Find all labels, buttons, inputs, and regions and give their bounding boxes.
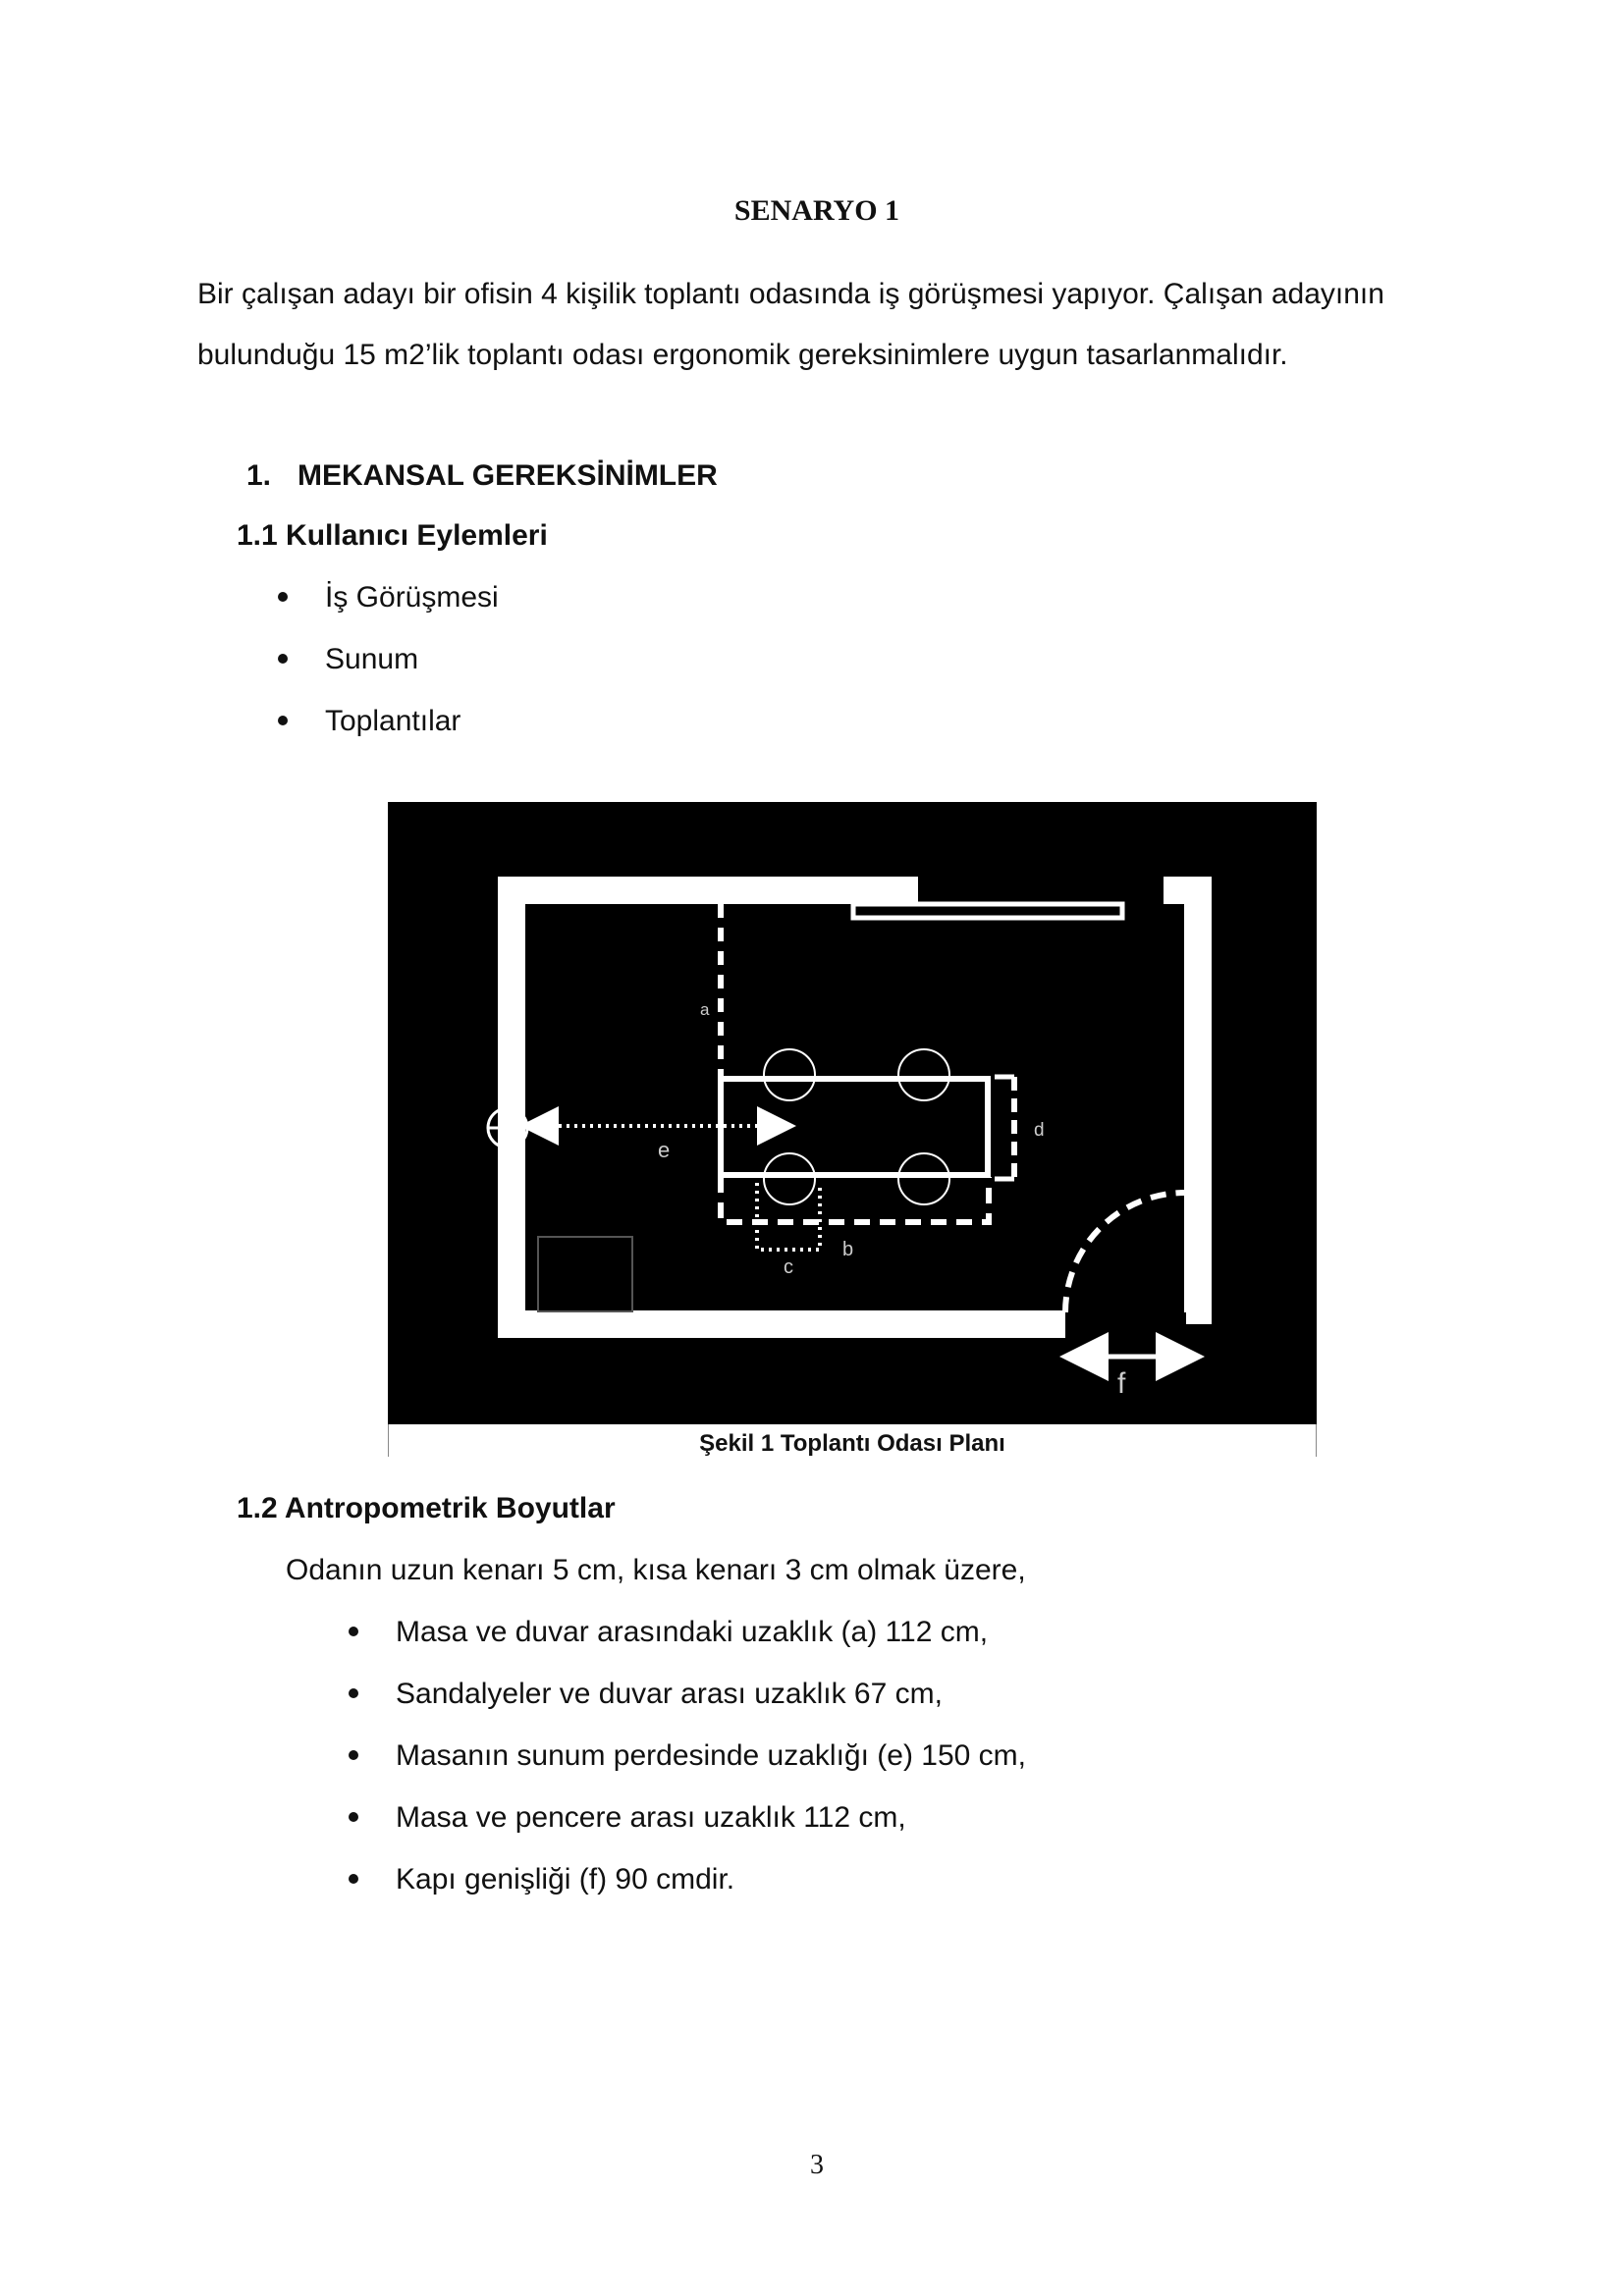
bullet-icon	[349, 1812, 358, 1822]
chair	[764, 1153, 815, 1204]
list-item	[396, 1616, 988, 1649]
bullet-icon	[278, 654, 288, 664]
floor-plan-drawing	[388, 802, 1317, 1424]
label-b: b	[842, 1239, 854, 1260]
chair	[898, 1153, 949, 1204]
label-d: d	[1034, 1120, 1045, 1141]
list-item-text: Toplantılar	[325, 705, 461, 737]
section-number: 1.	[246, 459, 272, 492]
list-item	[325, 705, 460, 738]
door-swing-arc	[1065, 1193, 1185, 1312]
section-heading	[246, 459, 718, 493]
list-item-text: Masa ve duvar arasındaki uzaklık (a) 112 cm,	[396, 1616, 989, 1648]
page-title: SENARYO 1	[733, 194, 900, 227]
bullet-icon	[349, 1627, 358, 1636]
list-item	[325, 581, 499, 614]
subsection-heading-1-1: 1.1 Kullanıcı Eylemleri	[237, 519, 548, 552]
list-item-text: Masa ve pencere arası uzaklık 112 cm,	[396, 1801, 906, 1834]
subsection-intro: Odanın uzun kenarı 5 cm, kısa kenarı 3 cm olmak üzere,	[286, 1554, 1026, 1586]
bullet-icon	[278, 716, 288, 725]
floor-plan-figure	[388, 802, 1317, 1424]
label-a: a	[700, 1000, 710, 1019]
figure-caption: Şekil 1 Toplantı Odası Planı	[699, 1430, 1005, 1457]
cabinet	[538, 1237, 632, 1311]
list-item-text: İş Görüşmesi	[325, 581, 499, 614]
page-number: 3	[810, 2150, 824, 2180]
list-item	[396, 1678, 943, 1711]
chair	[764, 1049, 815, 1100]
bullet-icon	[349, 1750, 358, 1760]
section-title: MEKANSAL GEREKSİNİMLER	[298, 459, 718, 492]
list-item	[396, 1739, 1026, 1773]
list-item	[396, 1863, 734, 1896]
subsection-heading-1-2: 1.2 Antropometrik Boyutlar	[237, 1492, 616, 1524]
list-item	[396, 1801, 906, 1835]
label-f: f	[1117, 1367, 1126, 1400]
list-item-text: Kapı genişliği (f) 90 cmdir.	[396, 1863, 735, 1896]
door-opening	[1065, 1312, 1186, 1342]
meeting-table	[721, 1079, 988, 1175]
bullet-icon	[349, 1874, 358, 1884]
list-item-text: Sunum	[325, 643, 419, 675]
chair	[898, 1049, 949, 1100]
list-item	[325, 643, 418, 676]
intro-line-2: bulunduğu 15 m2’lik toplantı odası ergonomik gereksinimlere uygun tasarlanmalıdır.	[197, 339, 1288, 371]
label-e: e	[658, 1138, 671, 1162]
room-wall-right	[1164, 890, 1198, 1324]
intro-line-1: Bir çalışan adayı bir ofisin 4 kişilik toplantı odasında iş görüşmesi yapıyor. Çalışan adayının	[197, 278, 1384, 310]
bullet-icon	[278, 592, 288, 602]
presentation-screen	[853, 904, 1122, 918]
label-c: c	[784, 1256, 793, 1278]
list-item-text: Sandalyeler ve duvar arası uzaklık 67 cm,	[396, 1678, 943, 1710]
bullet-icon	[349, 1688, 358, 1698]
list-item-text: Masanın sunum perdesinde uzaklığı (e) 150 cm,	[396, 1739, 1026, 1772]
